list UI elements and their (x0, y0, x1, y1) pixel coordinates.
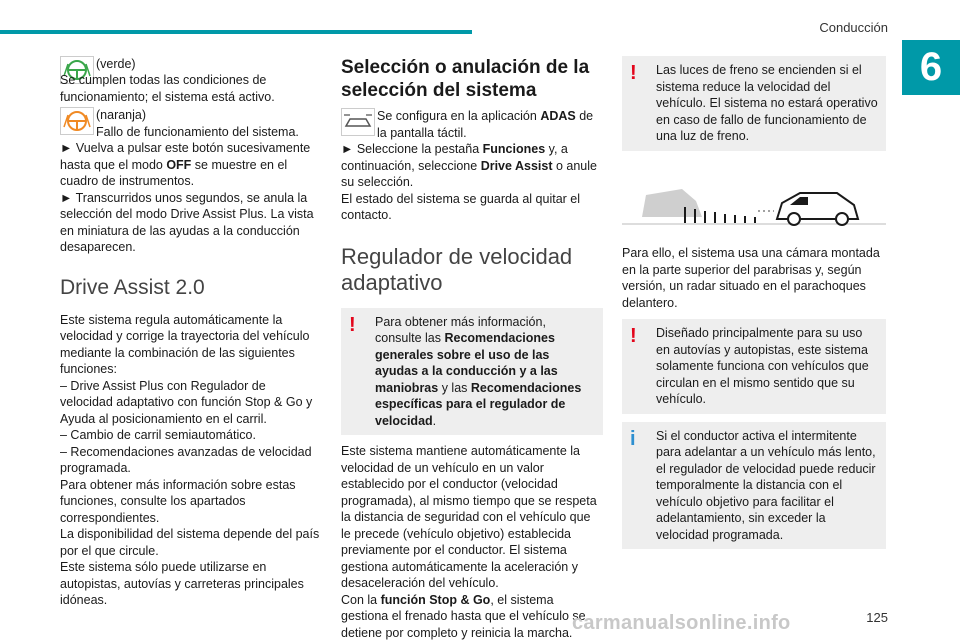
column-3 (622, 56, 886, 557)
road-usage: Este sistema sólo puede utilizarse en autopistas, autovías y carreteras principales idóneas. (60, 559, 320, 609)
steering-wheel-orange-icon (60, 107, 94, 135)
drive-assist-body: Este sistema regula automáticamente la velocidad y corrige la trayectoria del vehículo mediante la combinación de las siguientes funciones: (60, 312, 320, 378)
step-off (60, 140, 320, 190)
page-number: 125 (866, 610, 888, 625)
warning-exclamation-icon: ! (630, 64, 637, 82)
orange-text: Fallo de funcionamiento del sistema. (96, 124, 299, 141)
adaptive-cruise-illustration (622, 169, 886, 231)
warning-a: Para obtener más información, consulte las (375, 315, 546, 346)
warning-exclamation-icon: ! (630, 327, 637, 345)
warning-box-text (349, 314, 595, 430)
select-step-c: o anule su selección. (341, 159, 597, 190)
select-step-bold1: Funciones (483, 142, 546, 156)
state-saved: El estado del sistema se guarda al quitar el contacto. (341, 191, 603, 224)
step-cancel: ► Transcurridos unos segundos, se anula la selección del modo Drive Assist Plus. La vista en miniatura de las ayudas a la conducción desaparecen. (60, 190, 320, 256)
adas-config-bold: ADAS (540, 109, 575, 123)
step-off-text: ► Vuelva a pulsar este botón sucesivamente hasta que el modo (60, 141, 310, 172)
green-label: (verde) (96, 56, 136, 73)
warning-b: y las (438, 381, 471, 395)
availability: La disponibilidad del sistema depende del país por el que circule. (60, 526, 320, 559)
warning-bold1: Recomendaciones generales sobre el uso de las ayudas a la conducción y a las maniobras (375, 331, 558, 395)
step-off-bold: OFF (166, 158, 191, 172)
info-box-overtaking (622, 422, 886, 550)
acc-body: Este sistema mantiene automáticamente la velocidad de un vehículo en un valor establecido por el conductor (velocidad programada), al mismo tiempo que se respeta la distancia de seguridad con el vehículo que le precede (vehículo objetivo) establecida previamente por el conductor. El sistema gestiona automáticamente la aceleración y desaceleración del vehículo. (341, 443, 603, 592)
column-2 (341, 56, 603, 641)
select-step-a: ► Seleccione la pestaña (341, 142, 483, 156)
brake-lights-text: Las luces de freno se encienden si el sistema reduce la velocidad del vehículo. El sistema no estará operativo en caso de fallo de funcionamiento de una luz de freno. (630, 62, 878, 145)
indicator-orange (60, 107, 320, 140)
info-icon: i (630, 430, 636, 448)
warning-bold2: Recomendaciones específicas para el regulador de velocidad (375, 381, 581, 428)
watermark: carmanualsonline.info (572, 612, 791, 635)
stop-go-b: , el sistema gestiona el frenado hasta que el vehículo se detiene por completo y reinicia la marcha. (341, 593, 586, 640)
select-step-bold2: Drive Assist (481, 159, 553, 173)
camera-text: Para ello, el sistema usa una cámara montada en la parte superior del parabrisas y, según versión, un radar situado en el parachoques delantero. (622, 245, 886, 311)
feature-item: – Cambio de carril semiautomático. (60, 427, 320, 444)
adas-config (341, 108, 603, 141)
feature-item: – Drive Assist Plus con Regulador de velocidad adaptativo con función Stop & Go y Ayuda al posicionamiento en el carril. (60, 378, 320, 428)
adas-config-a: Se configura en la aplicación (377, 109, 540, 123)
green-text: Se cumplen todas las condiciones de funcionamiento; el sistema está activo. (60, 72, 320, 105)
section-title-acc: Regulador de velocidad adaptativo (341, 244, 603, 296)
warning-c: . (433, 414, 436, 428)
header-accent-bar (0, 30, 472, 34)
select-step-b: y, a continuación, seleccione (341, 142, 568, 173)
car-adas-icon (341, 108, 375, 136)
warning-exclamation-icon: ! (349, 316, 356, 334)
stop-go-a: Con la (341, 593, 381, 607)
orange-label: (naranja) (96, 107, 299, 124)
chapter-badge: 6 (902, 40, 960, 95)
stop-go (341, 592, 603, 641)
warning-box-brake-lights (622, 56, 886, 151)
select-step (341, 141, 603, 191)
warning-box-usage (622, 319, 886, 414)
column-1 (60, 56, 320, 609)
section-title-drive-assist: Drive Assist 2.0 (60, 276, 320, 300)
warning-box (341, 308, 603, 436)
more-info: Para obtener más información sobre estas funciones, consulte los apartados correspondientes. (60, 477, 320, 527)
overtaking-info-text: Si el conductor activa el intermitente para adelantar a un vehículo más lento, el regulador de velocidad puede reducir temporalmente la distancia con el vehículo objetivo para facilitar el adelantamiento, sin exceder la velocidad programada. (630, 428, 878, 544)
stop-go-bold: función Stop & Go (381, 593, 491, 607)
adas-config-text (377, 108, 603, 141)
section-title-selection: Selección o anulación de la selección del sistema (341, 56, 603, 102)
step-off-end: se muestre en el cuadro de instrumentos. (60, 158, 287, 189)
usage-warning-text: Diseñado principalmente para su uso en autovías y autopistas, este sistema solamente funciona con vehículos que circulan en el mismo sentido que su vehículo. (630, 325, 878, 408)
adas-config-b: de la pantalla táctil. (377, 109, 593, 140)
header-title: Conducción (819, 20, 888, 35)
feature-item: – Recomendaciones avanzadas de velocidad programada. (60, 444, 320, 477)
